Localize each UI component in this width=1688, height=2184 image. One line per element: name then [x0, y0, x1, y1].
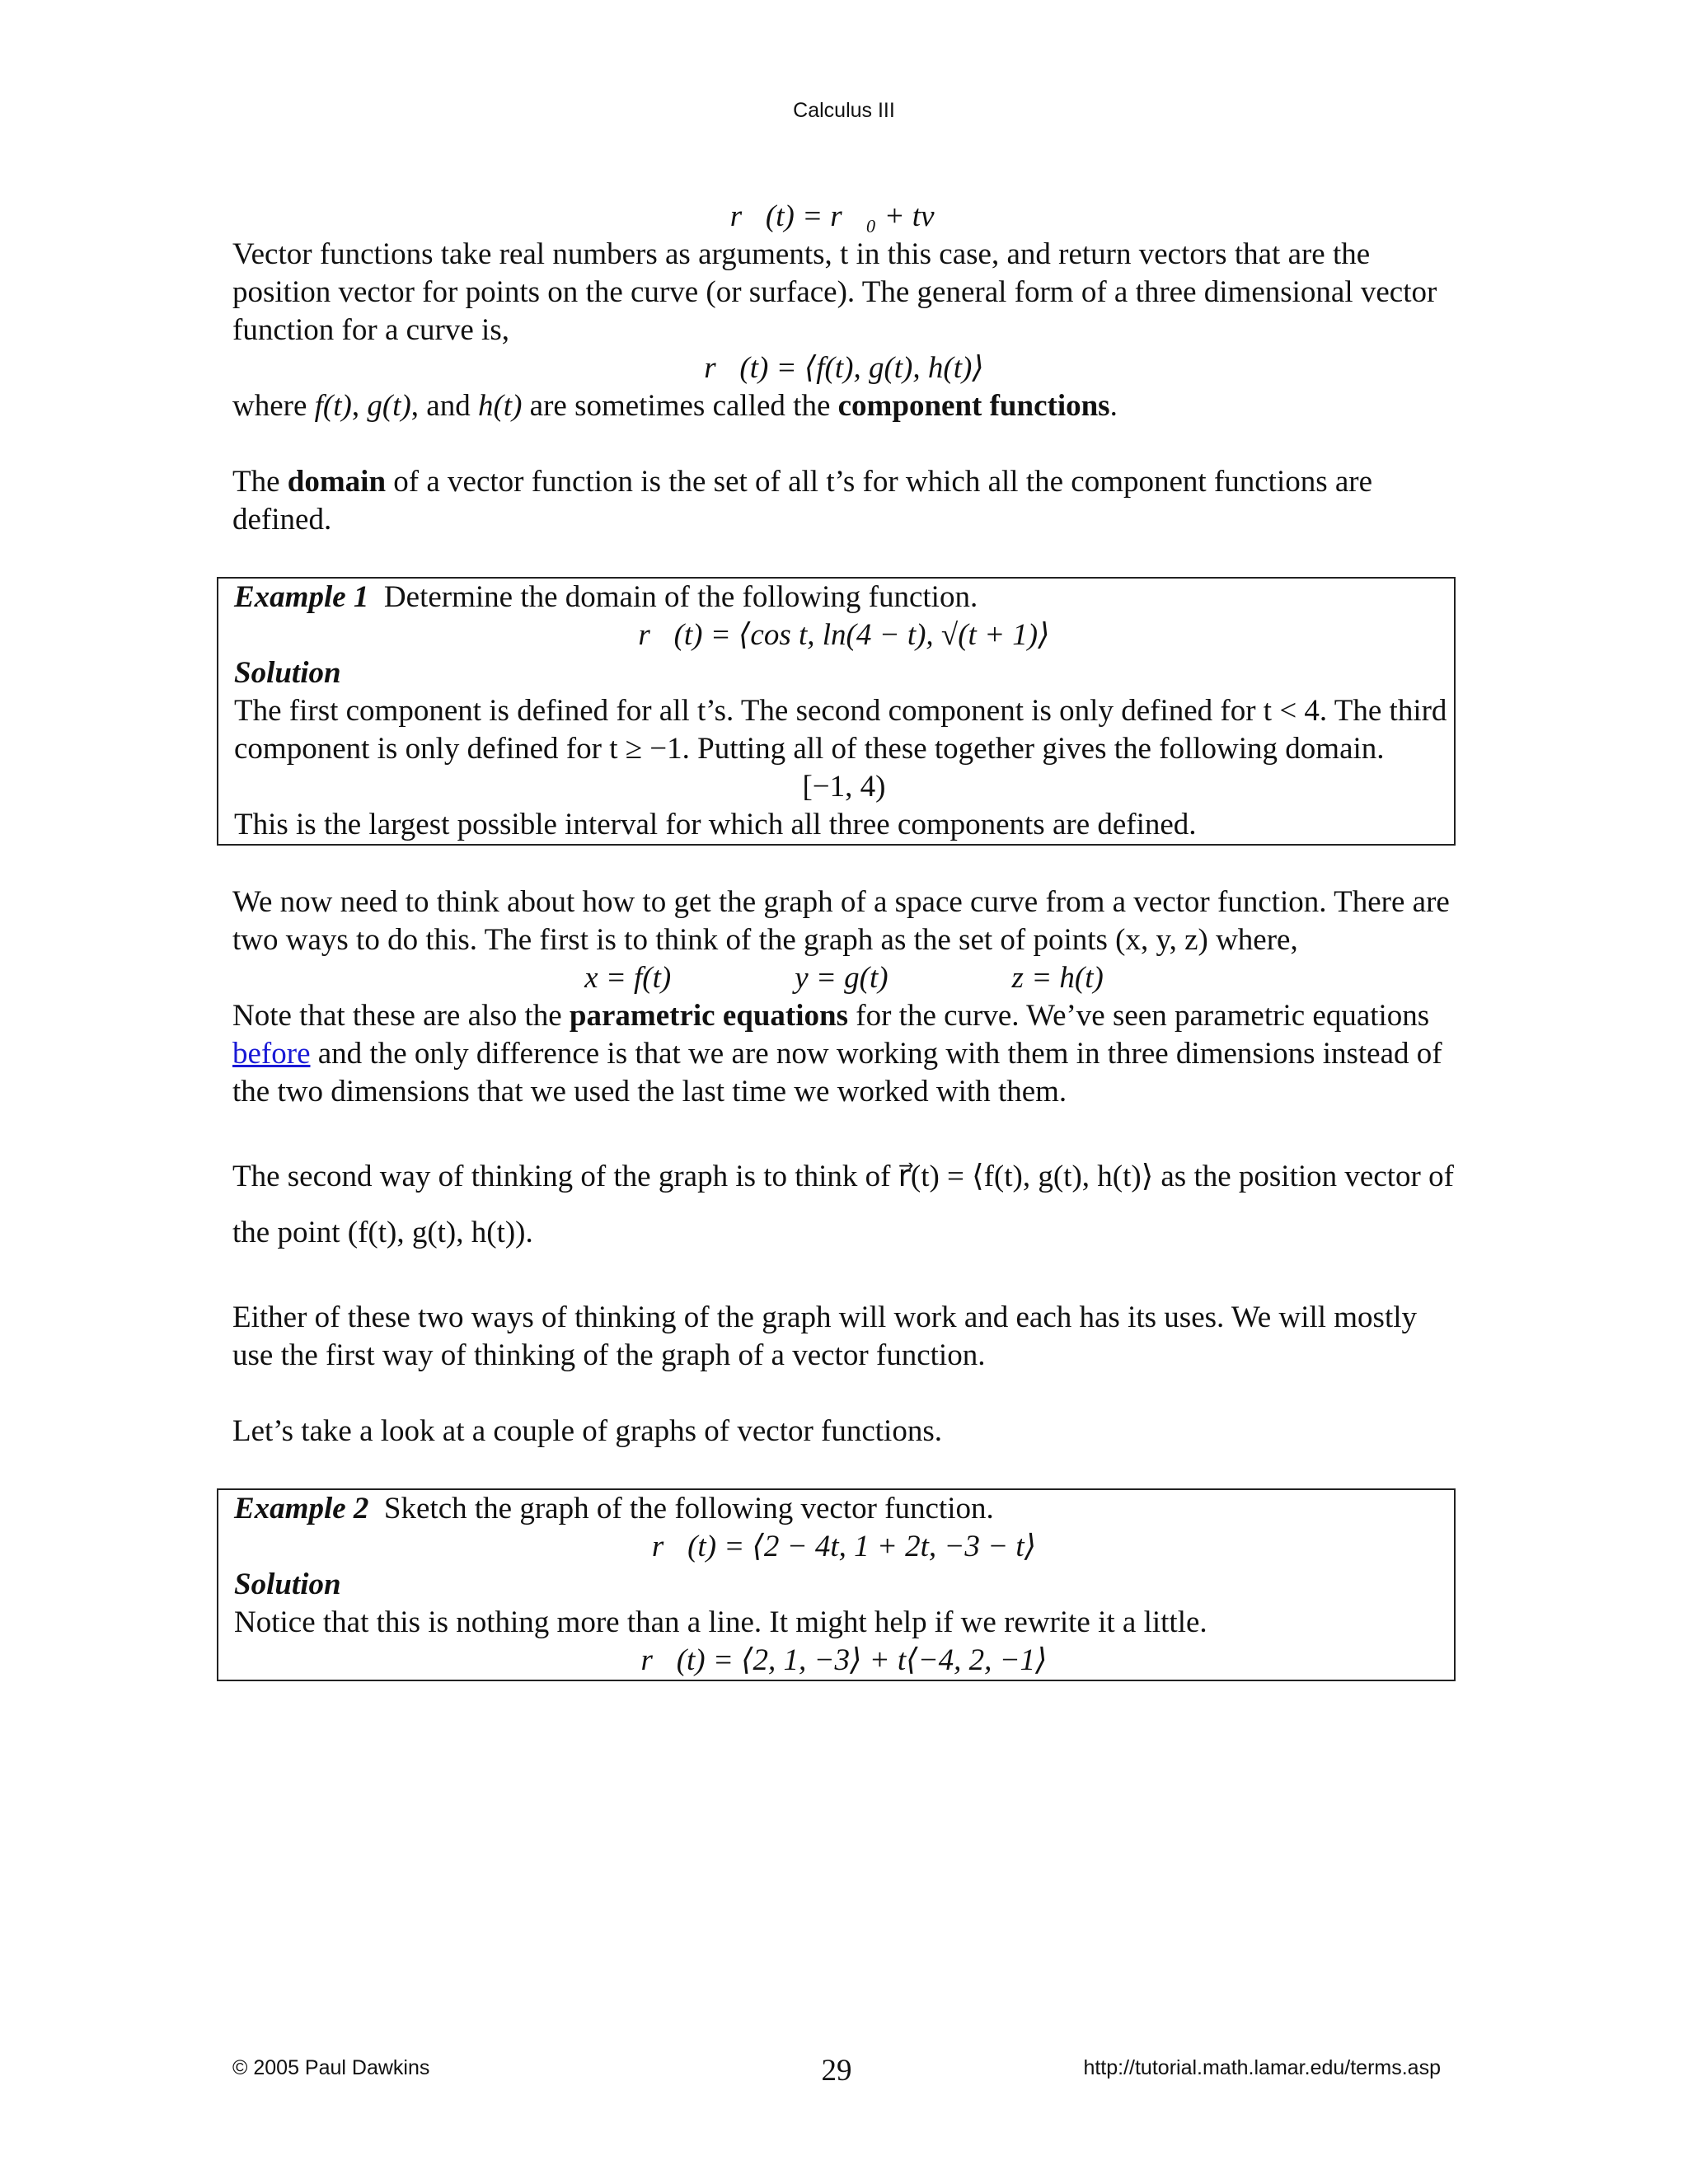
paragraph-domain: The domain of a vector function is the set of all t’s for which all the component functions are defined. — [232, 465, 1373, 537]
parametric-y: y = g(t) — [795, 961, 889, 995]
example-1-box — [217, 577, 1456, 846]
example-1-domain: [−1, 4) — [802, 770, 886, 804]
parametric-z: z = h(t) — [1011, 961, 1104, 995]
page-header: Calculus III — [793, 99, 895, 122]
parametric-equations — [232, 959, 1456, 997]
example-2-solution-text: Notice that this is nothing more than a line. It might help if we rewrite it a little. — [234, 1605, 1207, 1639]
footer-url[interactable]: http://tutorial.math.lamar.edu/terms.asp — [1083, 2056, 1441, 2079]
equation-line: r⃗(t) = r⃗₀ + tv⃗ — [729, 199, 959, 233]
footer-page-number: 29 — [821, 2054, 852, 2088]
parametric-x: x = f(t) — [584, 961, 672, 995]
term-component-functions: component functions — [837, 389, 1110, 423]
before-link[interactable]: before — [232, 1037, 311, 1071]
example-2-label: Example 2 — [234, 1492, 369, 1526]
paragraph-graph-space-curve: We now need to think about how to get the graph of a space curve from a vector function. There are two ways to do this. The first is to think of the graph as the set of points (x, y, z) where, — [232, 885, 1450, 957]
paragraph-vector-functions: Vector functions take real numbers as arguments, t in this case, and return vectors that are the position vector for points on the curve (or surface). The general form of a three dimensional vector function for a curve is, — [232, 237, 1437, 347]
example-2-prompt: Sketch the graph of the following vector function. — [368, 1492, 994, 1526]
example-1-prompt: Determine the domain of the following function. — [368, 580, 978, 614]
page-content — [232, 198, 1456, 1681]
example-1-solution-text: The first component is defined for all t’s. The second component is only defined for t < 4. The third component is only defined for t ≥ −1. Putting all of these together gives the following domain. — [234, 694, 1447, 766]
term-parametric-equations: parametric equations — [569, 999, 849, 1033]
paragraph-either-way: Either of these two ways of thinking of the graph will work and each has its uses. We will mostly use the first way of thinking of the graph of a vector function. — [232, 1301, 1418, 1372]
paragraph-lets-look: Let’s take a look at a couple of graphs of vector functions. — [232, 1414, 942, 1448]
paragraph-component-functions: where f(t), g(t), and h(t) are sometimes called the component functions. — [232, 389, 1118, 423]
example-1-label: Example 1 — [234, 580, 369, 614]
term-domain: domain — [287, 465, 387, 499]
paragraph-second-way: The second way of thinking of the graph is to think of r⃗(t) = ⟨f(t), g(t), h(t)⟩ as the position vector of the point (f(t), g(t), h(t)). — [232, 1160, 1454, 1249]
example-2-equation: r⃗(t) = ⟨2 − 4t, 1 + 2t, −3 − t⟩ — [651, 1530, 1037, 1563]
example-2-solution-label: Solution — [234, 1568, 341, 1601]
paragraph-parametric-note: Note that these are also the parametric equations for the curve. We’ve seen parametric equations before and the only difference is that we are now working with them in three dimensions instead of the two dimensions that we used the last time we worked with them. — [232, 999, 1442, 1108]
example-1-solution-label: Solution — [234, 656, 341, 690]
example-1-closing: This is the largest possible interval for which all three components are defined. — [234, 808, 1197, 841]
footer-copyright: © 2005 Paul Dawkins — [232, 2056, 430, 2079]
example-2-equation-rewritten: r⃗(t) = ⟨2, 1, −3⟩ + t⟨−4, 2, −1⟩ — [640, 1643, 1048, 1677]
example-2-box — [217, 1488, 1456, 1681]
equation-general-form: r⃗(t) = ⟨f(t), g(t), h(t)⟩ — [704, 351, 984, 385]
example-1-equation: r⃗(t) = ⟨cos t, ln(4 − t), √(t + 1)⟩ — [638, 618, 1050, 652]
